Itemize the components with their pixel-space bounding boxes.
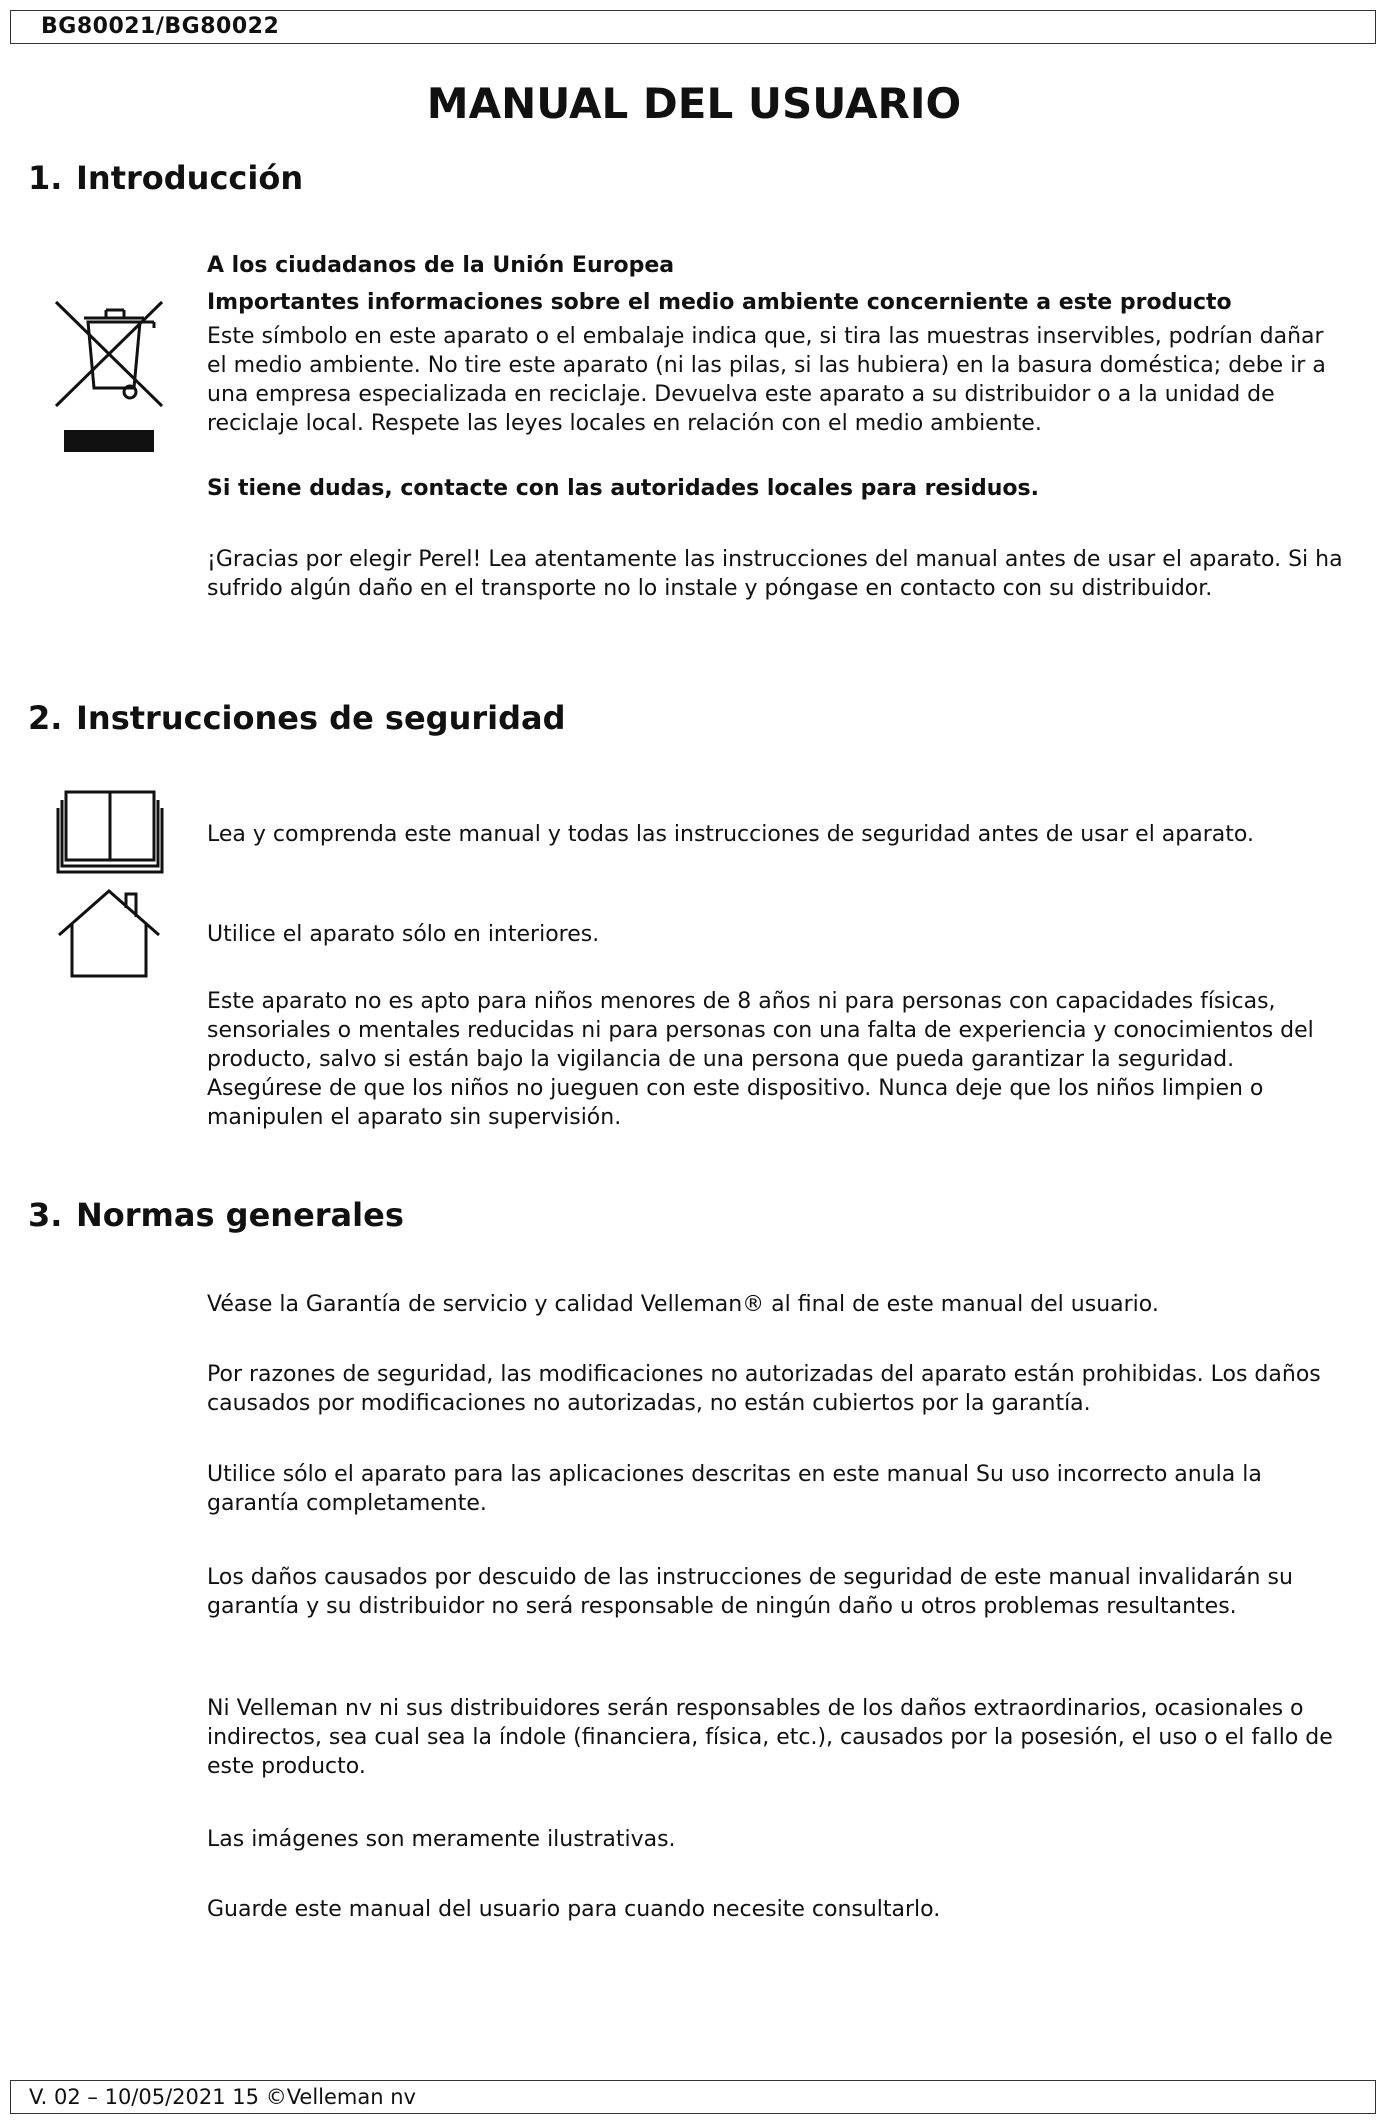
env-contact: Si tiene dudas, contacte con las autoridades locales para residuos. — [207, 476, 1039, 501]
section-heading-normas — [28, 1195, 404, 1235]
section-number: 2. — [28, 699, 63, 737]
negligence-warning: Los daños causados por descuido de las instrucciones de seguridad de este manual invalidarán su garantía y su distribuidor no será responsable de ningún daño u otros problemas resultantes. — [207, 1565, 1293, 1619]
model-number: BG80021/BG80022 — [41, 14, 280, 39]
env-heading: Importantes informaciones sobre el medio ambiente concerniente a este producto — [207, 290, 1232, 315]
weee-crossed-bin-icon — [50, 296, 170, 456]
section-title: Normas generales — [76, 1196, 404, 1234]
children-warning: Este aparato no es apto para niños menores de 8 años ni para personas con capacidades físicas, sensoriales o mentales reducidas ni para personas con una falta de experiencia y conocimientos del producto, salvo si están bajo la vigilancia de una persona que pueda garantizar la seguridad. Asegúrese de que los niños no jueguen con este dispositivo. Nunca deje que los niños limpien o manipulen el aparato sin supervisión. — [207, 989, 1314, 1130]
footer-version: V. 02 – 10/05/2021 15 ©Velleman nv — [29, 2085, 416, 2109]
section-heading-seguridad — [28, 698, 566, 738]
read-manual-instruction: Lea y comprenda este manual y todas las instrucciones de seguridad antes de usar el aparato. — [207, 822, 1254, 847]
images-illustrative: Las imágenes son meramente ilustrativas. — [207, 1827, 676, 1852]
liability-disclaimer: Ni Velleman nv ni sus distribuidores serán responsables de los daños extraordinarios, ocasionales o indirectos, sea cual sea la índole (financiera, física, etc.), causados por la posesión, el uso o el fallo de este producto. — [207, 1696, 1333, 1779]
eu-heading: A los ciudadanos de la Unión Europea — [207, 253, 675, 278]
modifications-warning: Por razones de seguridad, las modificaciones no autorizadas del aparato están prohibidas. Los daños causados por modificaciones no autorizadas, no están cubiertos por la garantía. — [207, 1362, 1321, 1416]
section-heading-introduccion — [28, 158, 303, 198]
house-icon — [56, 888, 162, 978]
section-title: Instrucciones de seguridad — [76, 699, 566, 737]
section-number: 3. — [28, 1196, 63, 1234]
section-title: Introducción — [76, 159, 304, 197]
document-title: MANUAL DEL USUARIO — [426, 79, 962, 128]
keep-manual: Guarde este manual del usuario para cuando necesite consultarlo. — [207, 1897, 941, 1922]
thanks-paragraph: ¡Gracias por elegir Perel! Lea atentamente las instrucciones del manual antes de usar el aparato. Si ha sufrido algún daño en el transporte no lo instale y póngase en contacto con su distribuidor. — [207, 547, 1343, 601]
section-number: 1. — [28, 159, 63, 197]
page-footer — [10, 2080, 1376, 2114]
indoor-instruction: Utilice el aparato sólo en interiores. — [207, 922, 600, 947]
warranty-reference: Véase la Garantía de servicio y calidad Velleman® al final de este manual del usuario. — [207, 1292, 1159, 1317]
intended-use: Utilice sólo el aparato para las aplicaciones descritas en este manual Su uso incorrecto anula la garantía completamente. — [207, 1462, 1262, 1516]
env-text: Este símbolo en este aparato o el embalaje indica que, si tira las muestras inservibles, podrían dañar el medio ambiente. No tire este aparato (ni las pilas, si las hubiera) en la basura doméstica; debe ir a una empresa especializada en reciclaje. Devuelva este aparato a su distribuidor o a la unidad de reciclaje local. Respete las leyes locales en relación con el medio ambiente. — [207, 324, 1326, 436]
page-header — [10, 10, 1376, 44]
open-book-icon — [56, 790, 164, 874]
